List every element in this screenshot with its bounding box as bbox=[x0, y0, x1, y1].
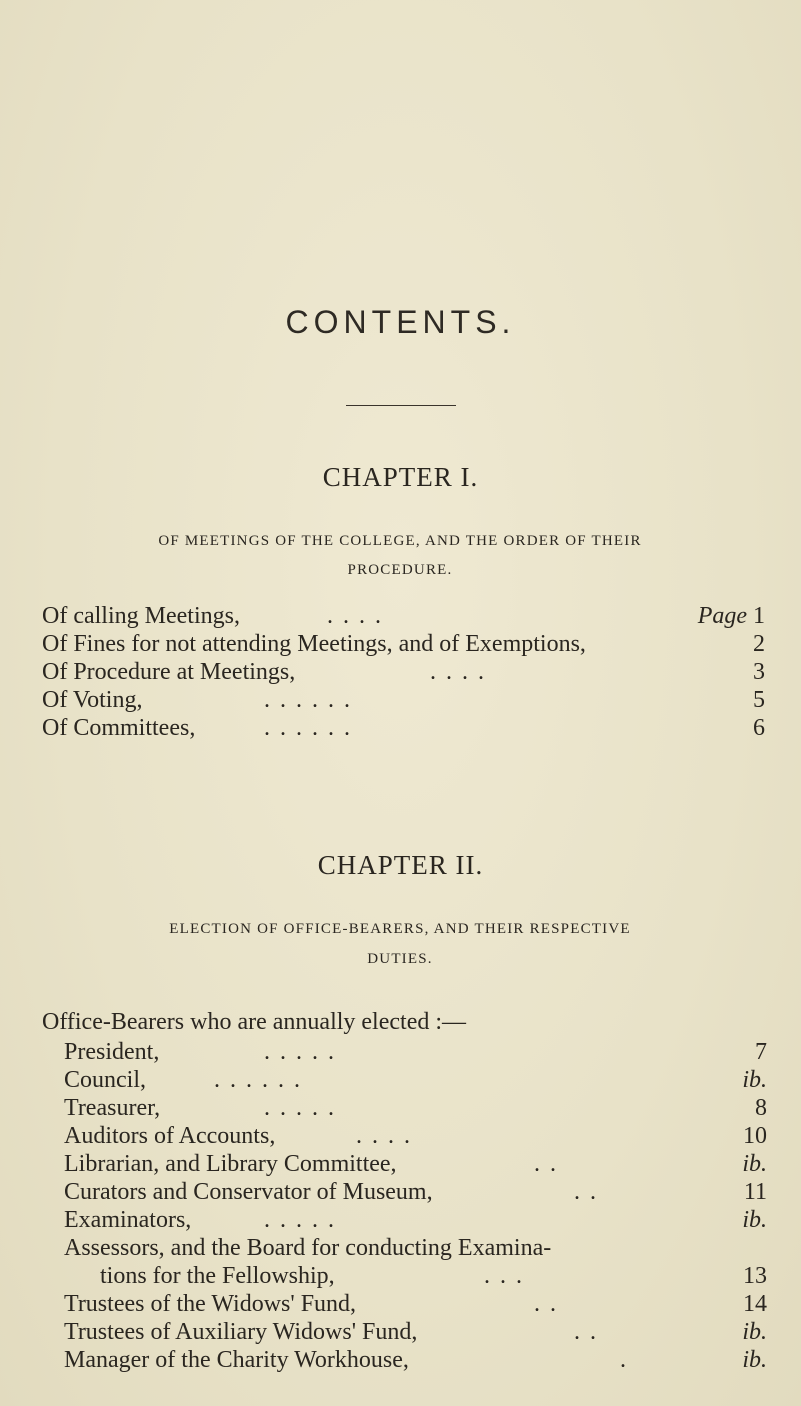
toc-entry[interactable] bbox=[64, 1094, 767, 1122]
toc-entry[interactable] bbox=[42, 658, 765, 686]
toc-entry-label: Librarian, and Library Committee, bbox=[64, 1151, 397, 1177]
toc-leader-dots: . . . . . . bbox=[214, 1067, 302, 1093]
chapter-1-entries bbox=[42, 602, 765, 742]
toc-entry-page: 11 bbox=[743, 1179, 767, 1205]
toc-entry-page: 5 bbox=[753, 687, 765, 713]
toc-entry-page: ib. bbox=[742, 1067, 767, 1093]
chapter-2-subtitle-line-1: ELECTION OF OFFICE-BEARERS, AND THEIR RESPECTIVE bbox=[169, 921, 631, 937]
toc-leader-dots: . . . . . bbox=[264, 1039, 336, 1065]
toc-entry-label: Of Voting, bbox=[42, 687, 143, 713]
toc-leader-dots: . . . bbox=[484, 1263, 524, 1289]
toc-entry-label: Auditors of Accounts, bbox=[64, 1123, 276, 1149]
toc-entry-page bbox=[698, 602, 765, 630]
page-label: Page bbox=[697, 603, 747, 629]
toc-entry-page: 13 bbox=[743, 1263, 767, 1289]
toc-entry-page: 14 bbox=[743, 1291, 767, 1317]
chapter-1-heading: CHAPTER I. bbox=[322, 462, 479, 492]
toc-leader-dots: . . . . bbox=[356, 1123, 412, 1149]
toc-leader-dots: . bbox=[620, 1347, 628, 1373]
chapter-2-intro: Office-Bearers who are annually elected :— bbox=[42, 1009, 467, 1035]
toc-entry-label: Curators and Conservator of Museum, bbox=[64, 1179, 433, 1205]
toc-entry[interactable] bbox=[42, 630, 765, 658]
toc-entry-page: 6 bbox=[753, 715, 765, 741]
toc-entry-label: President, bbox=[64, 1039, 160, 1065]
page-title: CONTENTS. bbox=[285, 304, 516, 340]
toc-entry-page: ib. bbox=[742, 1207, 767, 1233]
toc-entry-page: 7 bbox=[755, 1039, 767, 1065]
toc-entry-page: 3 bbox=[753, 659, 765, 685]
toc-entry[interactable] bbox=[64, 1066, 767, 1094]
toc-leader-dots: . . . . bbox=[327, 603, 383, 629]
title-divider bbox=[346, 405, 456, 406]
toc-entry-label: Treasurer, bbox=[64, 1095, 161, 1121]
toc-entry-label: Of Fines for not attending Meetings, and of Exemptions, bbox=[42, 631, 586, 657]
toc-entry-label: Council, bbox=[64, 1067, 146, 1093]
toc-leader-dots: . . . . . . bbox=[264, 687, 352, 713]
toc-leader-dots: . . . . . bbox=[264, 1207, 336, 1233]
toc-entry[interactable] bbox=[64, 1234, 767, 1262]
toc-entry[interactable] bbox=[64, 1206, 767, 1234]
toc-entry-label: Of Procedure at Meetings, bbox=[42, 659, 296, 685]
toc-entry-page: 8 bbox=[755, 1095, 767, 1121]
toc-entry-page: ib. bbox=[742, 1319, 767, 1345]
toc-entry[interactable] bbox=[64, 1262, 767, 1290]
toc-leader-dots: . . . . . bbox=[264, 1095, 336, 1121]
toc-leader-dots: . . bbox=[574, 1179, 598, 1205]
toc-entry[interactable] bbox=[42, 686, 765, 714]
toc-leader-dots: . . bbox=[534, 1291, 558, 1317]
toc-entry-label: Examinators, bbox=[64, 1207, 192, 1233]
toc-entry[interactable] bbox=[64, 1290, 767, 1318]
toc-leader-dots: . . . . . . bbox=[264, 715, 352, 741]
toc-entry-label: Assessors, and the Board for conducting Examina- bbox=[64, 1235, 552, 1261]
toc-entry[interactable] bbox=[64, 1346, 767, 1374]
toc-entry[interactable] bbox=[64, 1038, 767, 1066]
toc-leader-dots: . . . . bbox=[430, 659, 486, 685]
toc-entry-page: 10 bbox=[743, 1123, 767, 1149]
chapter-1-subtitle-line-2: PROCEDURE. bbox=[347, 562, 453, 578]
toc-entry-label: Manager of the Charity Workhouse, bbox=[64, 1347, 409, 1373]
toc-entry[interactable] bbox=[64, 1318, 767, 1346]
toc-leader-dots: . . bbox=[534, 1151, 558, 1177]
toc-entry-label: Trustees of Auxiliary Widows' Fund, bbox=[64, 1319, 418, 1345]
toc-entry-page: 2 bbox=[753, 631, 765, 657]
toc-entry-page: ib. bbox=[742, 1151, 767, 1177]
toc-entry[interactable] bbox=[42, 714, 765, 742]
chapter-2-entries bbox=[64, 1038, 767, 1374]
chapter-2-heading: CHAPTER II. bbox=[317, 850, 484, 880]
toc-entry-label: Trustees of the Widows' Fund, bbox=[64, 1291, 357, 1317]
toc-entry[interactable] bbox=[64, 1122, 767, 1150]
toc-entry-label: Of calling Meetings, bbox=[42, 603, 240, 629]
toc-entry-page: ib. bbox=[742, 1347, 767, 1373]
toc-entry-label: tions for the Fellowship, bbox=[100, 1263, 335, 1289]
chapter-1-subtitle-line-1: OF MEETINGS OF THE COLLEGE, AND THE ORDER OF THEIR bbox=[158, 533, 642, 549]
toc-entry[interactable] bbox=[64, 1178, 767, 1206]
toc-entry[interactable] bbox=[42, 602, 765, 630]
toc-leader-dots: . . bbox=[574, 1319, 598, 1345]
toc-entry-label: Of Committees, bbox=[42, 715, 196, 741]
chapter-2-subtitle-line-2: DUTIES. bbox=[367, 951, 433, 967]
toc-page-number: 1 bbox=[753, 603, 765, 629]
toc-entry[interactable] bbox=[64, 1150, 767, 1178]
